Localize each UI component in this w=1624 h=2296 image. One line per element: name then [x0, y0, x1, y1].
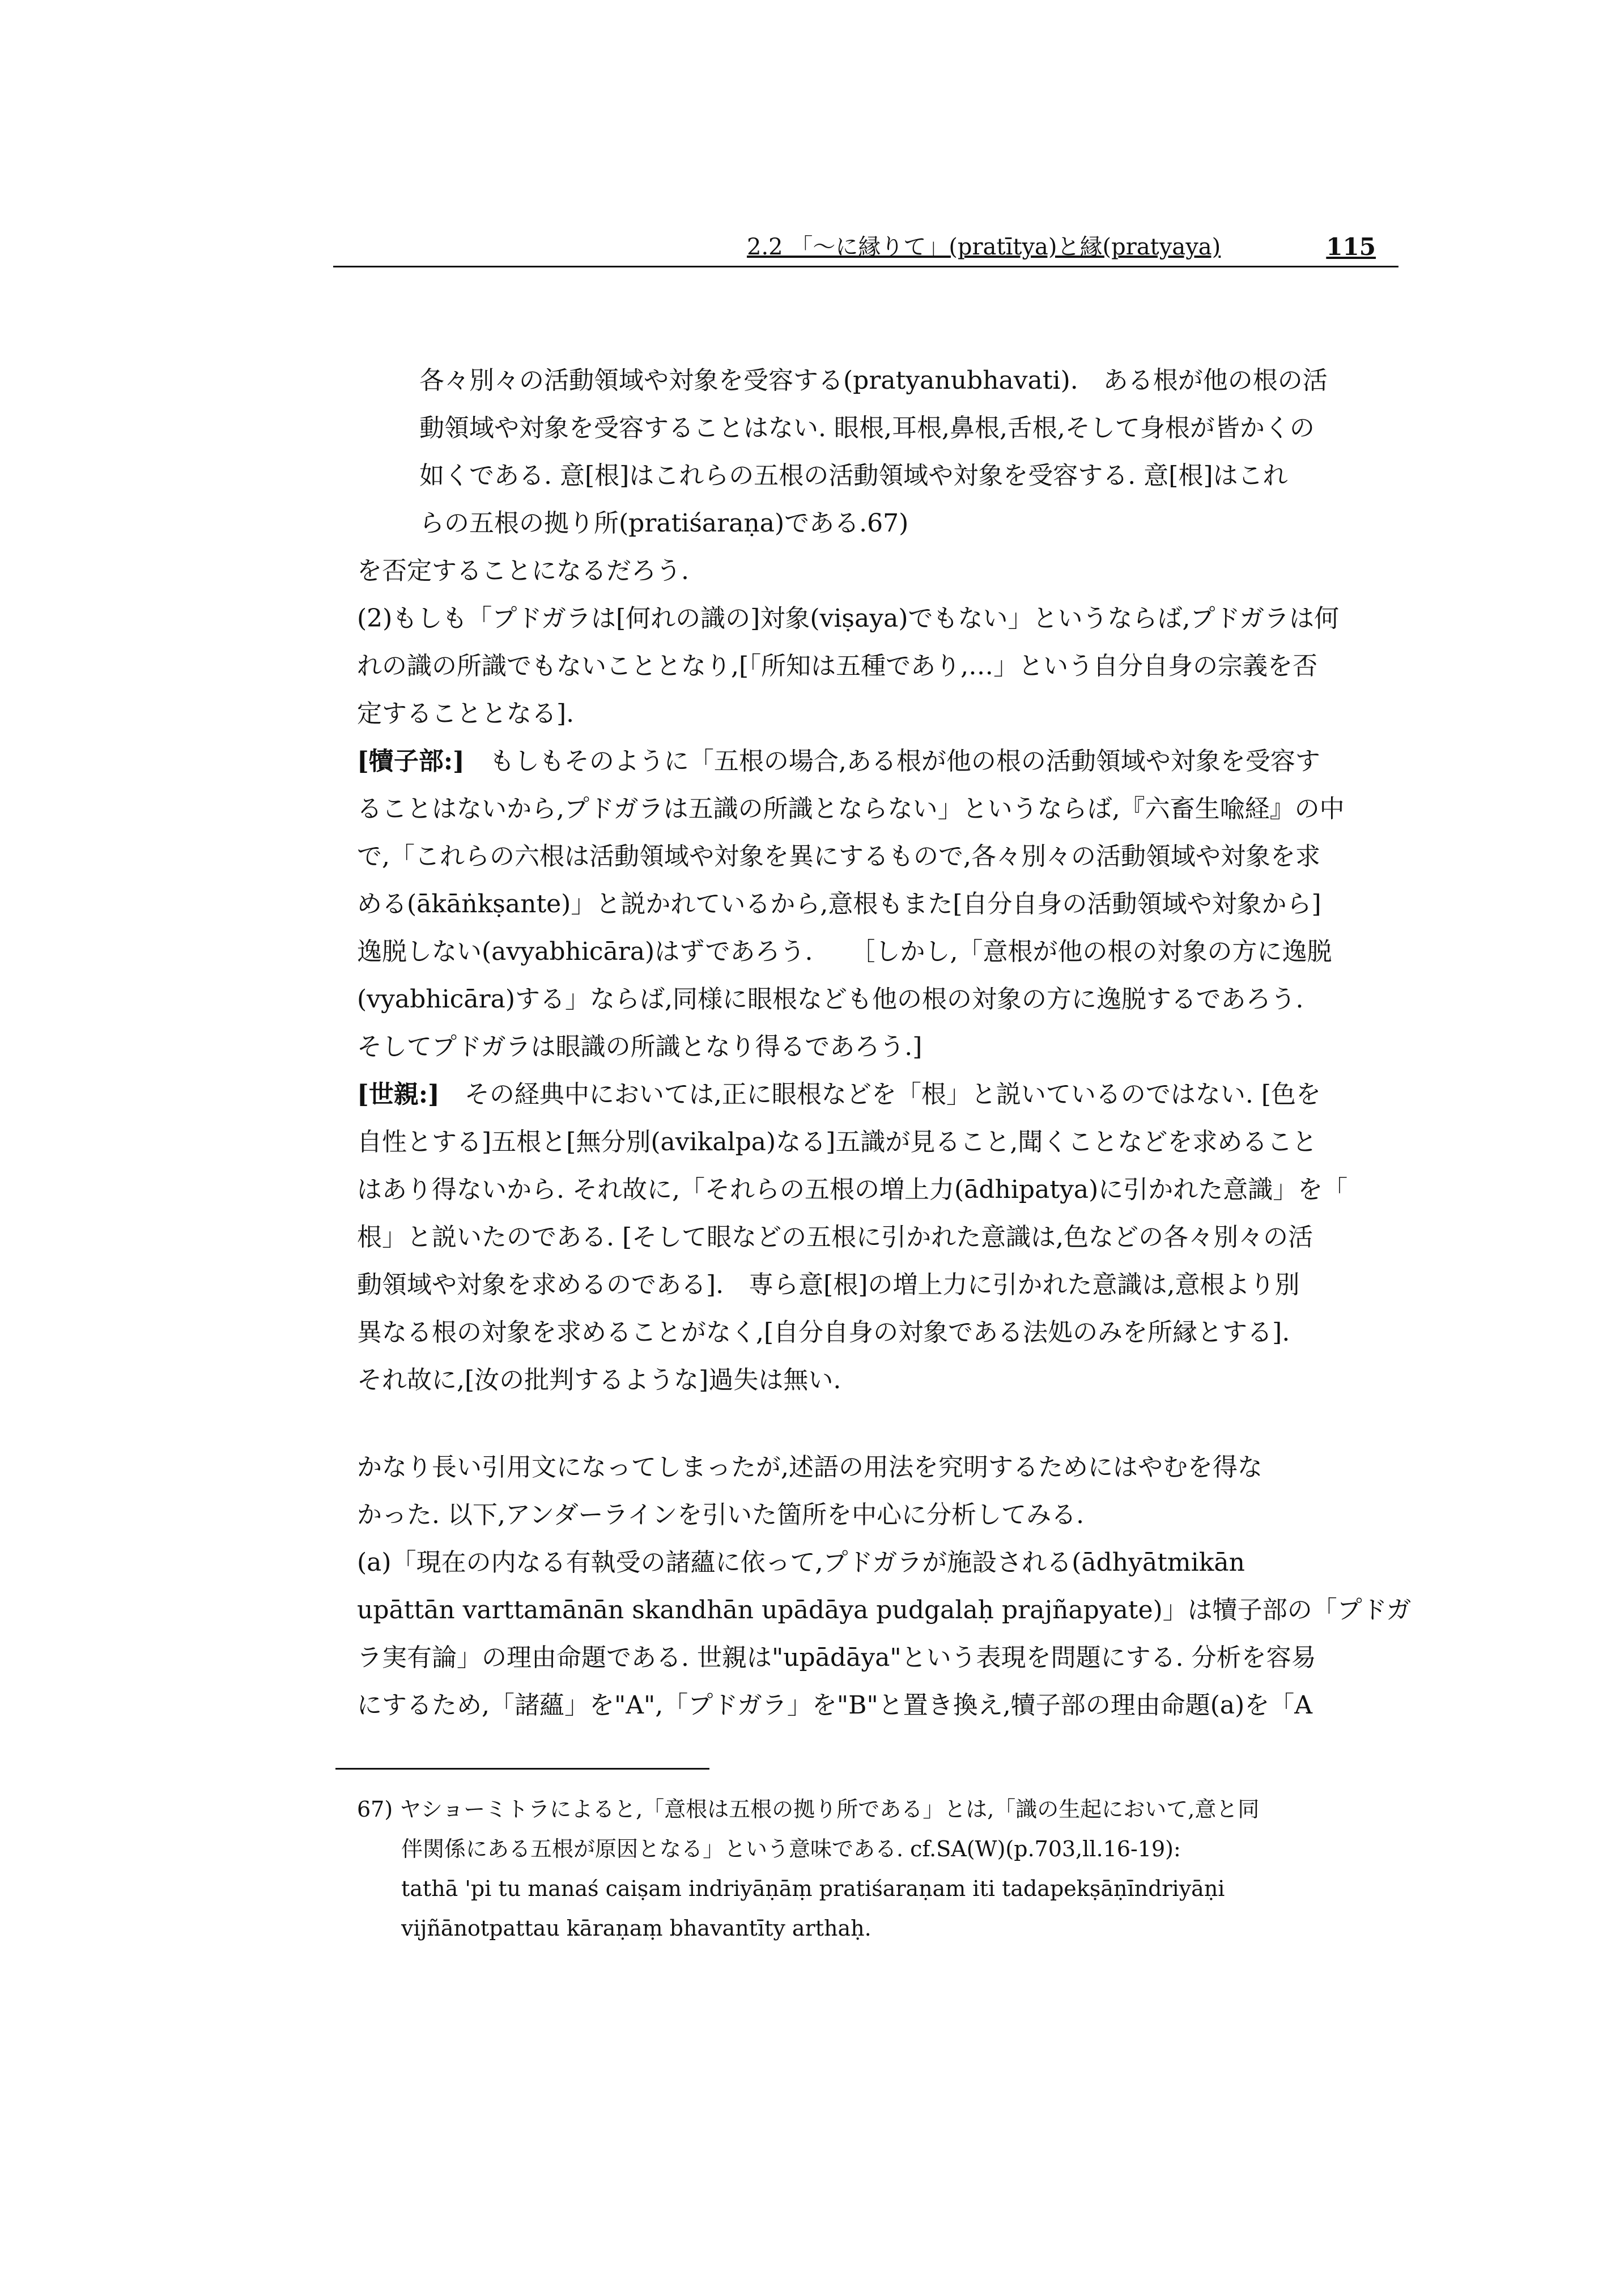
paragraph-line: れの識の所識でもないこととなり,[「所知は五種であり,…」という自分自身の宗義を否 — [357, 652, 1318, 681]
paragraph-line: かなり長い引用文になってしまったが,述語の用法を究明するためにはやむを得な — [357, 1453, 1262, 1482]
vasubandhu-line: それ故に,[汝の批判するような]過失は無い. — [357, 1366, 841, 1394]
footnote-line: vijñānotpattau kāraṇaṃ bhavantīty arthaḥ. — [401, 1916, 871, 1941]
header-title: 2.2 「～に縁りて」(pratītya)と縁(pratyaya) — [747, 234, 1221, 260]
page-number: 115 — [1326, 233, 1376, 261]
vatsiputriya-line: で,「これらの六根は活動領域や対象を異にするもので,各々別々の活動領域や対象を求 — [357, 842, 1320, 871]
vasubandhu-line: 異なる根の対象を求めることがなく,[自分自身の対象である法処のみを所縁とする]. — [357, 1318, 1290, 1347]
vatsiputriya-line: そしてプドガラは眼識の所識となり得るであろう.] — [357, 1032, 922, 1061]
speaker-label: [犢子部:] — [357, 747, 465, 776]
paragraph-line: 定することとなる]. — [357, 699, 575, 728]
paragraph-line: を否定することになるだろう. — [357, 556, 689, 585]
speaker-label: [世親:] — [357, 1080, 440, 1109]
vasubandhu-line: 根」と説いたのである. [そして眼などの五根に引かれた意識は,色などの各々別々の活 — [357, 1223, 1313, 1252]
paragraph-line: (a)「現在の内なる有執受の諸蘊に依って,プドガラが施設される(ādhyātmikān — [357, 1548, 1245, 1577]
vatsiputriya-line: (vyabhicāra)する」ならば,同様に眼根なども他の根の対象の方に逸脱するであろう. — [357, 985, 1304, 1014]
footnote-line: 67) ヤショーミトラによると,「意根は五根の拠り所である」とは,「識の生起において,意と同 — [357, 1797, 1260, 1822]
vatsiputriya-line: [犢子部:] もしもそのように「五根の場合,ある根が他の根の活動領域や対象を受容す — [357, 747, 1320, 776]
footnote-line: tathā 'pi tu manaś caiṣam indriyāṇāṃ pratiśaraṇam iti tadapekṣāṇīndriyāṇi — [401, 1876, 1225, 1901]
paragraph-line: (2)もしも「プドガラは[何れの識の]対象(viṣaya)でもない」というならば,プドガラは何 — [357, 604, 1340, 633]
vasubandhu-line: [世親:] その経典中においては,正に眼根などを「根」と説いているのではない. [色を — [357, 1080, 1321, 1109]
paragraph-line: かった. 以下,アンダーラインを引いた箇所を中心に分析してみる. — [357, 1500, 1085, 1529]
quote-line: 各々別々の活動領域や対象を受容する(pratyanubhavati). ある根が他の根の活 — [419, 366, 1328, 395]
paragraph-line: ラ実有論」の理由命題である. 世親は"upādāya"という表現を問題にする. 分析を容易 — [357, 1643, 1316, 1672]
footnote-rule — [335, 1768, 709, 1770]
quote-line: らの五根の拠り所(pratiśaraṇa)である.67) — [419, 509, 909, 538]
vatsiputriya-line: める(ākāṅkṣante)」と説かれているから,意根もまた[自分自身の活動領域や対象から] — [357, 890, 1321, 919]
vatsiputriya-line: 逸脱しない(avyabhicāra)はずであろう. ［しかし,「意根が他の根の対象の方に逸脱 — [357, 937, 1332, 966]
header-rule — [333, 266, 1398, 267]
vasubandhu-line: 自性とする]五根と[無分別(avikalpa)なる]五識が見ること,聞くことなどを求めること — [357, 1128, 1317, 1156]
vasubandhu-line: 動領域や対象を求めるのである]. 専ら意[根]の増上力に引かれた意識は,意根より別 — [357, 1270, 1300, 1299]
paragraph-line: にするため,「諸蘊」を"A",「プドガラ」を"B"と置き換え,犢子部の理由命題(a)を「A — [357, 1691, 1313, 1720]
quote-line: 動領域や対象を受容することはない. 眼根,耳根,鼻根,舌根,そして身根が皆かくの — [419, 414, 1315, 443]
footnote-line: 伴関係にある五根が原因となる」という意味である. cf.SA(W)(p.703,ll.16-19): — [401, 1836, 1181, 1861]
vatsiputriya-line: ることはないから,プドガラは五識の所識とならない」というならば,『六畜生喩経』の中 — [357, 794, 1345, 823]
main-text — [357, 357, 1412, 1729]
running-header — [333, 232, 1398, 267]
quote-line: 如くである. 意[根]はこれらの五根の活動領域や対象を受容する. 意[根]はこれ — [419, 461, 1288, 490]
footnote — [357, 1789, 1320, 1948]
block-quote — [357, 357, 1326, 547]
vasubandhu-line: はあり得ないから. それ故に,「それらの五根の増上力(ādhipatya)に引かれた意識」を「 — [357, 1175, 1348, 1204]
paragraph-line: upāttān varttamānān skandhān upādāya pudgalaḥ prajñapyate)」は犢子部の「プドガ — [357, 1596, 1412, 1625]
spacer — [357, 1404, 1326, 1444]
